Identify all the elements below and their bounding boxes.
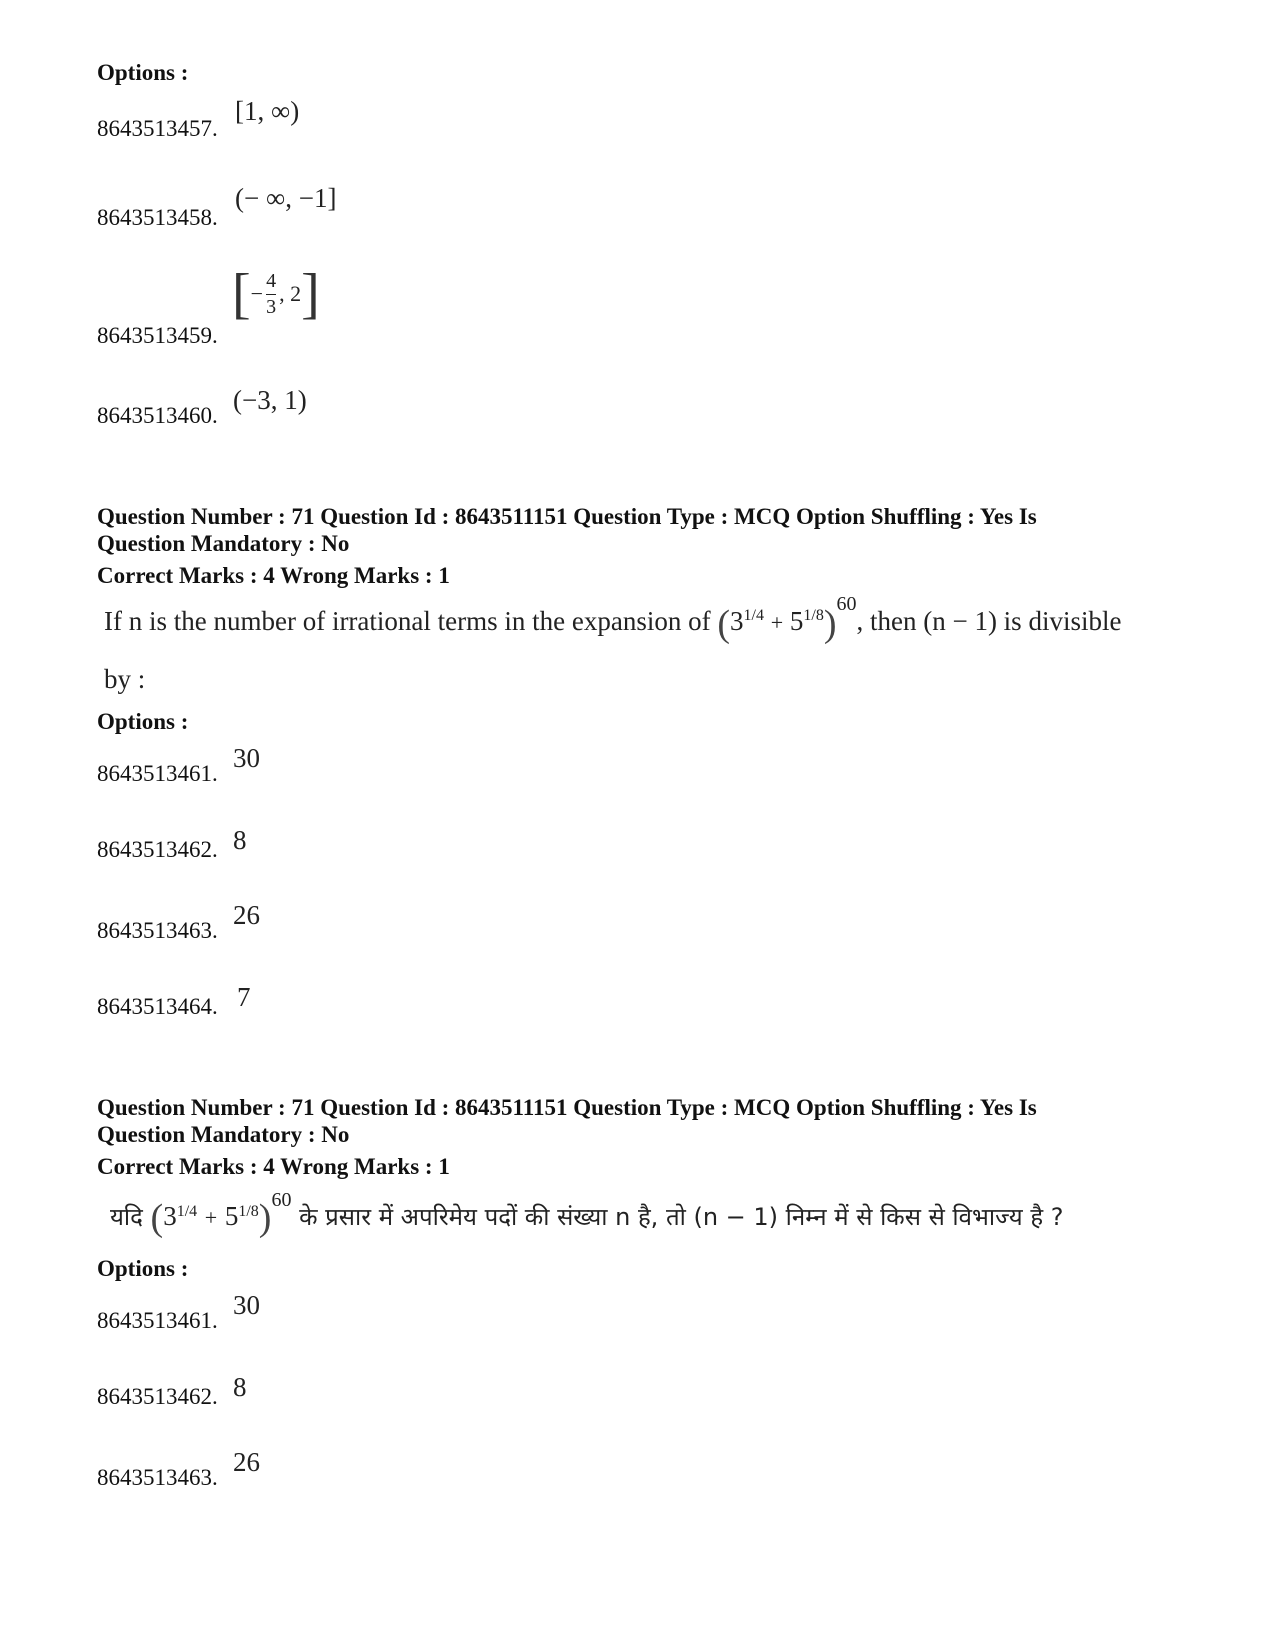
question-header-line1: Question Number : 71 Question Id : 8643511151 Question Type : MCQ Option Shuffling : Yes Is bbox=[97, 1095, 1037, 1120]
option-id: 8643513462. bbox=[97, 1384, 218, 1409]
option-id: 8643513462. bbox=[97, 837, 218, 862]
option-id: 8643513460. bbox=[97, 403, 218, 428]
expr-base2: 5 bbox=[789, 606, 804, 637]
expr-power: 60 bbox=[836, 593, 857, 616]
options-heading: Options : bbox=[97, 709, 189, 734]
option-id: 8643513461. bbox=[97, 1308, 218, 1333]
expr-plus: + bbox=[204, 1205, 218, 1230]
option-value: (− ∞, −1] bbox=[235, 183, 337, 213]
minus-sign: − bbox=[250, 281, 264, 306]
expr-plus: + bbox=[770, 610, 784, 636]
option-id: 8643513461. bbox=[97, 761, 218, 786]
open-bracket: [ bbox=[232, 263, 251, 325]
expr-exp2: 1/8 bbox=[803, 607, 824, 625]
expr-exp2: 1/8 bbox=[238, 1203, 259, 1220]
question-text: यदि $(3^{1/4} + 5^{1/8})^{60}$ के प्रसार में अपरिमेय पदों की संख्या n है, तो (n − 1) निम्न में से किस से विभाज्य है ? bbox=[110, 1189, 1064, 1239]
option-value: [1, ∞) bbox=[235, 96, 300, 126]
option-id: 8643513463. bbox=[97, 1465, 218, 1490]
option-value: 7 bbox=[237, 982, 251, 1012]
fraction bbox=[266, 271, 276, 317]
option-id: 8643513463. bbox=[97, 918, 218, 943]
option-id: 8643513458. bbox=[97, 205, 218, 230]
question-text-before: यदि bbox=[110, 1203, 143, 1231]
option-value: 8 bbox=[233, 1372, 247, 1402]
expr-exp1: 1/4 bbox=[176, 1203, 198, 1220]
option-value-interval bbox=[232, 262, 320, 326]
question-text-after: , then (n − 1) is divisible bbox=[856, 606, 1122, 637]
expr-base1: 3 bbox=[163, 1201, 177, 1231]
option-value: 30 bbox=[233, 1290, 260, 1320]
interval-rest: , 2 bbox=[279, 281, 302, 306]
option-value: 30 bbox=[233, 743, 260, 773]
question-text-before: If n is the number of irrational terms in the expansion of bbox=[104, 606, 711, 637]
options-heading: Options : bbox=[97, 60, 189, 85]
close-bracket: ] bbox=[301, 263, 320, 325]
marks-line: Correct Marks : 4 Wrong Marks : 1 bbox=[97, 563, 450, 588]
option-value: (−3, 1) bbox=[233, 385, 307, 415]
option-id: 8643513459. bbox=[97, 323, 218, 348]
option-value: 26 bbox=[233, 900, 260, 930]
numerator: 4 bbox=[266, 270, 277, 292]
option-value: 26 bbox=[233, 1447, 260, 1477]
question-header-line2: Question Mandatory : No bbox=[97, 1122, 350, 1147]
expr-base2: 5 bbox=[224, 1201, 239, 1231]
question-header-line1: Question Number : 71 Question Id : 8643511151 Question Type : MCQ Option Shuffling : Yes Is bbox=[97, 504, 1037, 529]
question-text-line2: by : bbox=[104, 664, 146, 694]
expr-base1: 3 bbox=[730, 606, 744, 637]
expr-exp1: 1/4 bbox=[743, 607, 764, 625]
options-heading: Options : bbox=[97, 1256, 189, 1281]
expr-power: 60 bbox=[271, 1189, 292, 1211]
marks-line: Correct Marks : 4 Wrong Marks : 1 bbox=[97, 1154, 450, 1179]
question-text: If n is the number of irrational terms in the expansion of $(3^{1/4} + 5^{1/8})^{60}$, then (n − 1) is divisible bbox=[104, 593, 1122, 645]
option-id: 8643513457. bbox=[97, 116, 218, 141]
question-header-line2: Question Mandatory : No bbox=[97, 531, 350, 556]
question-text-after: के प्रसार में अपरिमेय पदों की संख्या n है, तो (n − 1) निम्न में से किस से विभाज्य है ? bbox=[299, 1203, 1064, 1231]
denominator: 3 bbox=[266, 296, 277, 318]
option-value: 8 bbox=[233, 825, 247, 855]
option-id: 8643513464. bbox=[97, 994, 218, 1019]
